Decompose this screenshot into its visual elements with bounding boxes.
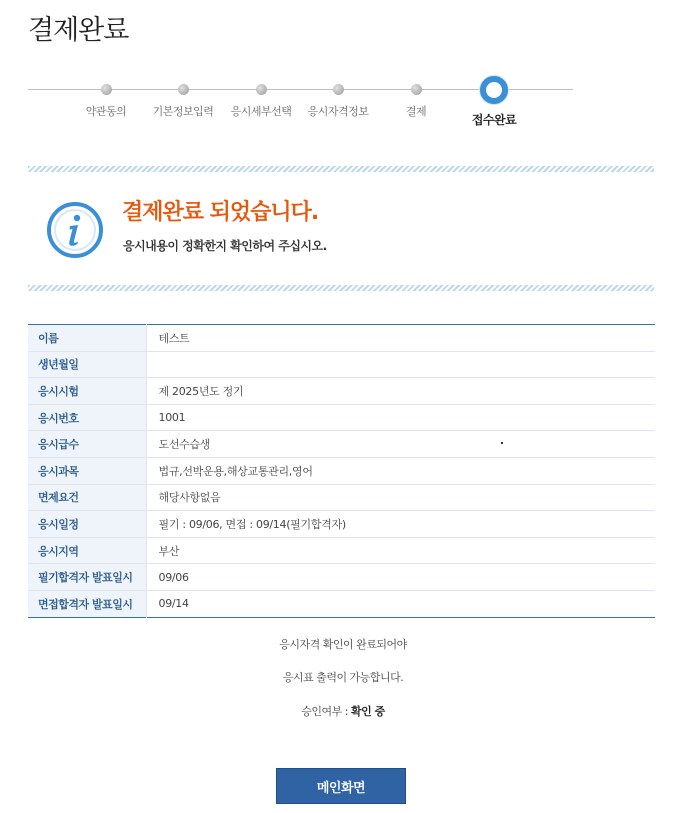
table-row [28, 564, 655, 591]
row-label: 응시시험 [28, 378, 146, 405]
table-row [28, 590, 655, 617]
step-dot [256, 84, 267, 95]
step-dot [411, 84, 422, 95]
row-label: 필기합격자 발표일시 [28, 564, 146, 591]
step-dot-active [480, 76, 508, 104]
step-label: 응시세부선택 [230, 105, 292, 118]
row-value: 해당사항없음 [146, 484, 655, 511]
row-value: 법규,선박운용,해상교통관리,영어 [146, 457, 655, 484]
row-value: 부산 [146, 537, 655, 564]
row-label: 응시급수 [28, 431, 146, 458]
table-row [28, 404, 655, 431]
row-label: 응시지역 [28, 537, 146, 564]
step-label: 응시자격정보 [307, 105, 369, 118]
row-label: 응시일정 [28, 511, 146, 538]
application-info-table [28, 324, 655, 618]
step-label: 결제 [405, 105, 427, 118]
step-label: 접수완료 [471, 113, 517, 127]
divider-stripe-bottom [28, 285, 654, 291]
step-dot [333, 84, 344, 95]
row-label: 응시과목 [28, 457, 146, 484]
approval-value: 확인 중 [350, 705, 385, 718]
table-row [28, 431, 655, 458]
step-dot [178, 84, 189, 95]
row-label: 생년월일 [28, 351, 146, 378]
page-title: 결제완료 [28, 15, 129, 46]
table-row [28, 537, 655, 564]
table-row [28, 484, 655, 511]
row-label: 면제요건 [28, 484, 146, 511]
row-label: 이름 [28, 325, 146, 352]
table-row [28, 457, 655, 484]
table-row [28, 378, 655, 405]
row-value: 1001 [146, 404, 655, 431]
divider-stripe-top [28, 166, 654, 172]
row-label: 응시번호 [28, 404, 146, 431]
notice-subtitle: 응시내용이 정확한지 확인하여 주십시오. [123, 239, 327, 253]
row-value: 09/14 [158, 597, 189, 611]
main-page-button[interactable]: 메인화면 [276, 768, 406, 804]
notice-title: 결제완료 되었습니다. [122, 200, 319, 225]
row-value: 도선수습생 [146, 431, 655, 458]
row-value [146, 351, 655, 378]
step-label: 기본정보입력 [152, 105, 214, 118]
info-icon [46, 201, 104, 259]
stray-dot [501, 442, 503, 444]
message-line-1: 응시자격 확인이 완료되어야 [279, 638, 407, 651]
row-label: 면접합격자 발표일시 [28, 590, 146, 617]
approval-status [0, 703, 686, 719]
row-value: 09/06 [146, 564, 655, 591]
step-dot [101, 84, 112, 95]
row-value: 필기 : 09/06, 면접 : 09/14(필기합격자) [146, 511, 655, 538]
table-row [28, 351, 655, 378]
table-row [28, 511, 655, 538]
row-value: 테스트 [146, 325, 655, 352]
table-row [28, 325, 655, 352]
approval-label: 승인여부 : [301, 705, 351, 718]
progress-steps [28, 70, 573, 130]
row-value: 제 2025년도 정기 [146, 378, 655, 405]
step-label: 약관동의 [85, 105, 127, 118]
message-line-2: 응시표 출력이 가능합니다. [282, 671, 404, 684]
